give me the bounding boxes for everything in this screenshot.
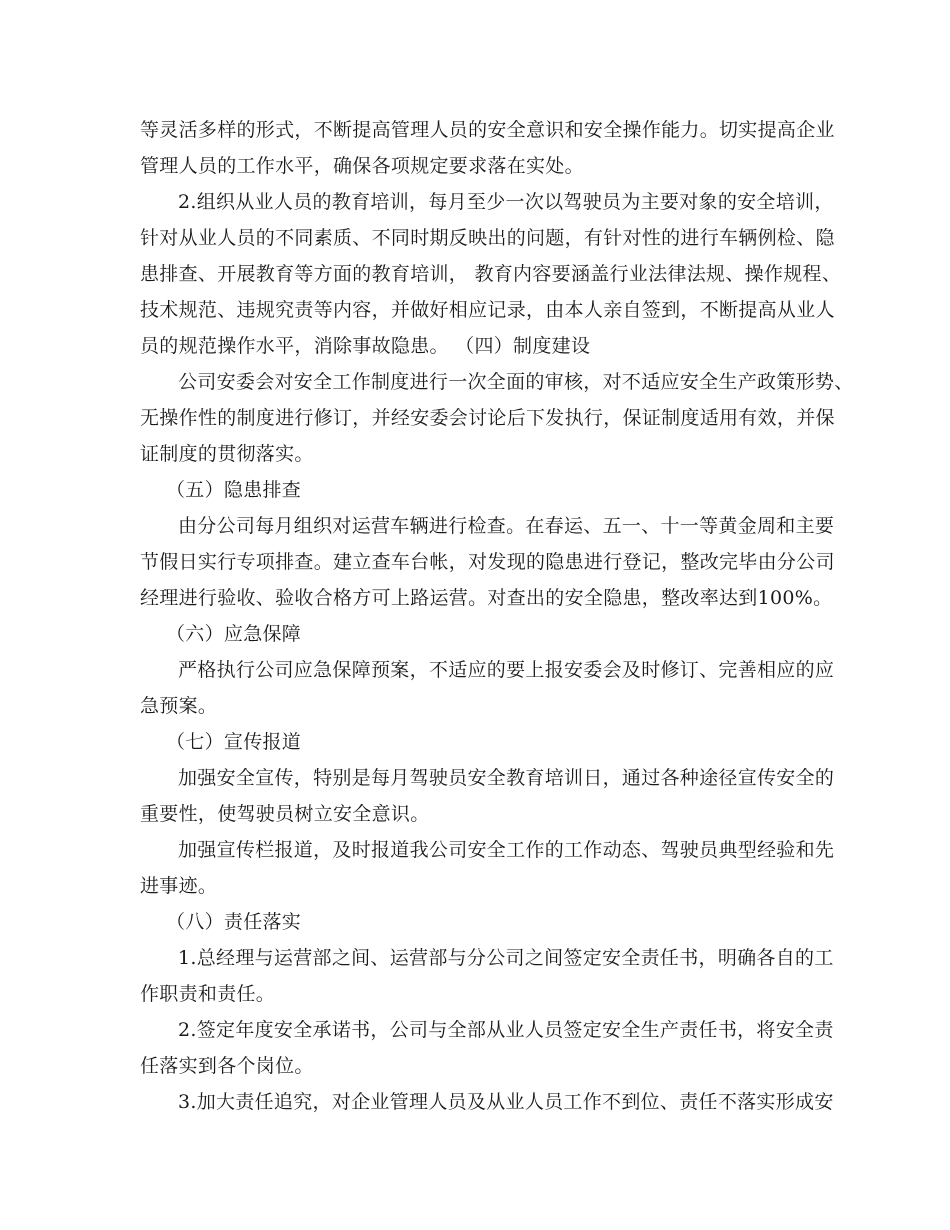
text-line: 员的规范操作水平，消除事故隐患。 （四）制度建设 [140,335,591,357]
section-heading: （六）应急保障 [166,623,302,645]
text-line: 技术规范、违规究责等内容，并做好相应记录，由本人亲自签到，不断提高从业人 [140,299,835,321]
text-line: 经理进行验收、验收合格方可上路运营。对查出的安全隐患，整改率达到100%。 [140,587,833,609]
text-line: 急预案。 [140,695,218,717]
text-line: 证制度的贯彻落实。 [140,443,314,465]
section-heading: （五）隐患排查 [166,479,302,501]
text-line: 进事迹。 [140,875,218,897]
text-line: 加强宣传栏报道，及时报道我公司安全工作的工作动态、驾驶员典型经验和先 [178,839,835,861]
text-line: 作职责和责任。 [140,983,276,1005]
section-heading: （七）宣传报道 [166,731,302,753]
text-line: 重要性，使驾驶员树立安全意识。 [140,803,430,825]
text-line: 任落实到各个岗位。 [140,1055,314,1077]
text-line: 节假日实行专项排查。建立查车台帐，对发现的隐患进行登记，整改完毕由分公司 [140,551,835,573]
text-line: 公司安委会对安全工作制度进行一次全面的审核，对不适应安全生产政策形势、 [178,371,854,393]
text-line: 无操作性的制度进行修订，并经安委会讨论后下发执行，保证制度适用有效，并保 [140,407,835,429]
text-line: 等灵活多样的形式，不断提高管理人员的安全意识和安全操作能力。切实提高企业 [140,119,835,141]
text-line: 严格执行公司应急保障预案，不适应的要上报安委会及时修订、完善相应的应 [178,659,835,681]
document-page [140,112,854,1120]
text-line: 2.签定年度安全承诺书，公司与全部从业人员签定安全生产责任书，将安全责 [178,1019,834,1041]
text-line: 管理人员的工作水平，确保各项规定要求落在实处。 [140,155,584,177]
section-heading: （八）责任落实 [166,911,302,933]
text-line: 针对从业人员的不同素质、不同时期反映出的问题，有针对性的进行车辆例检、隐 [140,227,835,249]
text-line: 由分公司每月组织对运营车辆进行检查。在春运、五一、十一等黄金周和主要 [178,515,835,537]
text-line: 1.总经理与运营部之间、运营部与分公司之间签定安全责任书，明确各自的工 [178,947,834,969]
text-line: 3.加大责任追究，对企业管理人员及从业人员工作不到位、责任不落实形成安 [178,1091,834,1113]
text-line: 患排查、开展教育等方面的教育培训， 教育内容要涵盖行业法律法规、操作规程、 [140,263,842,285]
text-line: 加强安全宣传，特别是每月驾驶员安全教育培训日，通过各种途径宣传安全的 [178,767,835,789]
text-line: 2.组织从业人员的教育培训，每月至少一次以驾驶员为主要对象的安全培训， [178,191,834,213]
